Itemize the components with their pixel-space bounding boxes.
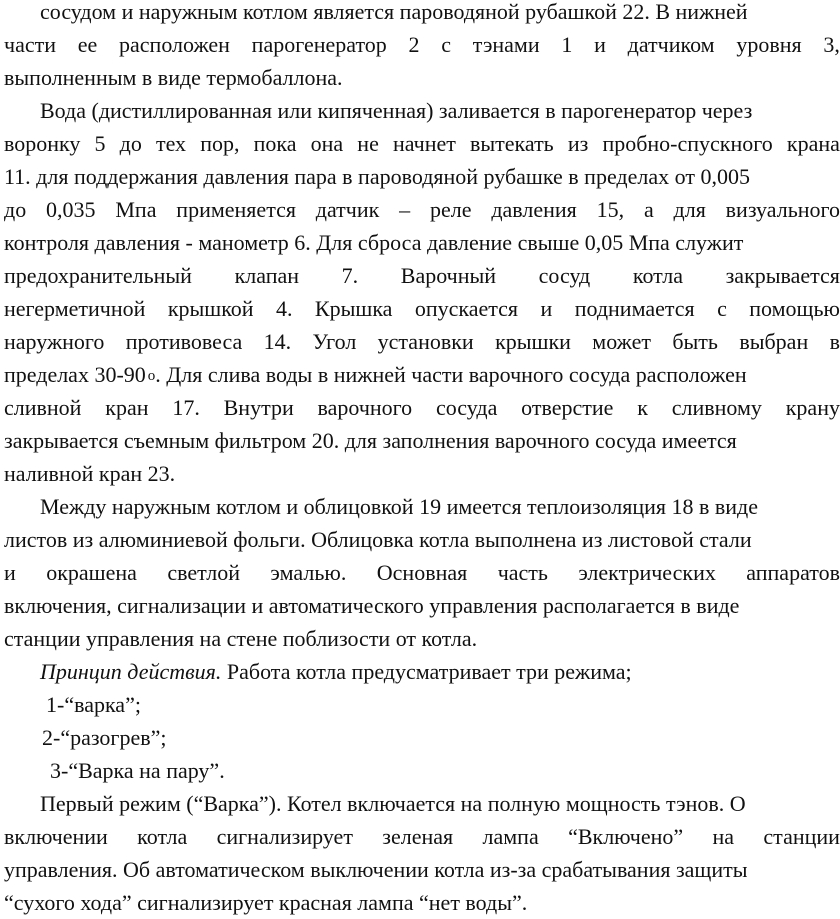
text-line-28: управления. Об автоматическом выключении котла из-за срабатывания защиты xyxy=(4,857,748,882)
text-line-9: предохранительный клапан 7. Варочный сосуд котла закрывается xyxy=(4,263,840,288)
text-line-11: наружного противовеса 14. Угол установки крышки может быть выбран в xyxy=(4,329,840,354)
text-line-18: и окрашена светлой эмалью. Основная часть электрических аппаратов xyxy=(4,560,840,585)
text-line-15: наливной кран 23. xyxy=(4,461,176,486)
text-line-10: негерметичной крышкой 4. Крышка опускается и поднимается с помощью xyxy=(4,296,840,321)
text-line-17: листов из алюминиевой фольги. Облицовка котла выполнена из листовой стали xyxy=(4,527,752,552)
text-line-13: сливной кран 17. Внутри варочного сосуда отверстие к сливному крану xyxy=(4,395,840,420)
text-line-2: части ее расположен парогенератор 2 с тэнами 1 и датчиком уровня 3, xyxy=(4,32,840,57)
text-line-20: станции управления на стене поблизости от котла. xyxy=(4,626,478,651)
text-line-3: выполненным в виде термобаллона. xyxy=(4,65,343,90)
text-line-27: включении котла сигнализирует зеленая лампа “Включено” на станции xyxy=(4,824,840,849)
text-line-16: Между наружным котлом и облицовкой 19 имеется теплоизоляция 18 в виде xyxy=(40,494,759,519)
modes-intro: Работа котла предусматривает три режима; xyxy=(221,659,632,684)
degree-sign: о xyxy=(147,368,156,384)
text-line-4: Вода (дистиллированная или кипяченная) заливается в парогенератор через xyxy=(40,98,753,123)
text-line-26: Первый режим (“Варка”). Котел включается на полную мощность тэнов. О xyxy=(40,791,746,816)
text-line-7: до 0,035 Мпа применяется датчик – реле давления 15, а для визуального xyxy=(4,197,840,222)
angle-range-text: пределах 30-90 xyxy=(4,362,146,387)
text-line-21 xyxy=(40,656,632,688)
mode-list-item-1: 1-“варка”; xyxy=(46,692,141,717)
text-line-6: 11. для поддержания давления пара в пароводяной рубашке в пределах от 0,005 xyxy=(4,164,750,189)
text-line-1: сосудом и наружным котлом является пароводяной рубашкой 22. В нижней xyxy=(40,0,748,24)
mode-list-item-2: 2-“разогрев”; xyxy=(42,725,167,750)
section-heading-principle: Принцип действия. xyxy=(40,659,222,684)
text-line-29: “сухого хода” сигнализирует красная лампа “нет воды”. xyxy=(4,890,528,915)
text-line-12-rest: . Для слива воды в нижней части варочного сосуда расположен xyxy=(155,362,747,387)
mode-list-item-3: 3-“Варка на пару”. xyxy=(50,758,225,783)
text-line-8: контроля давления - манометр 6. Для сброса давление свыше 0,05 Мпа служит xyxy=(4,230,744,255)
text-line-5: воронку 5 до тех пор, пока она не начнет вытекать из пробно-спускного крана xyxy=(4,131,840,156)
text-line-19: включения, сигнализации и автоматического управления располагается в виде xyxy=(4,593,740,618)
text-line-14: закрывается съемным фильтром 20. для заполнения варочного сосуда имеется xyxy=(4,428,737,453)
text-line-12 xyxy=(4,359,747,391)
